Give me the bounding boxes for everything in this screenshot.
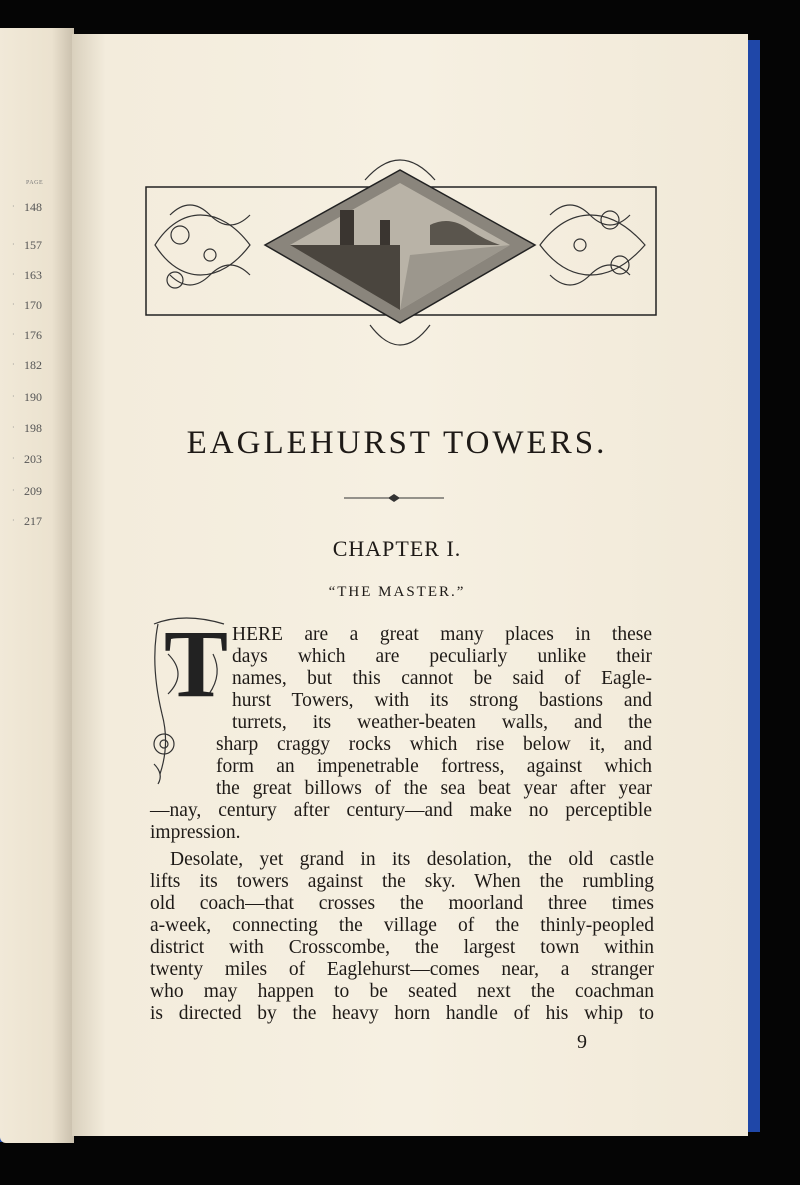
text-line: who may happen to be seated next the coachman: [150, 981, 654, 1002]
book-title: EAGLEHURST TOWERS.: [186, 425, 608, 461]
toc-page-number: 217: [24, 514, 42, 528]
header-engraving-illustration: [140, 145, 662, 357]
toc-page-number: 190: [24, 390, 42, 404]
toc-leader-dot: ·: [12, 392, 15, 401]
text-line: days which are peculiarly unlike their: [232, 646, 652, 667]
toc-page-number: 203: [24, 452, 42, 466]
text-line: district with Crosscombe, the largest town within: [150, 937, 654, 958]
text-line: the great billows of the sea beat year after year: [216, 778, 652, 799]
text-line: old coach—that crosses the moorland three times: [150, 893, 654, 914]
chapter-title: “THE MASTER.”: [328, 584, 466, 600]
text-line: is directed by the heavy horn handle of his whip to: [150, 1003, 654, 1024]
text-line: form an impenetrable fortress, against which: [216, 756, 652, 777]
text-line: impression.: [150, 822, 241, 843]
toc-page-number: 182: [24, 358, 42, 372]
text-line: —nay, century after century—and make no perceptible: [150, 800, 652, 821]
toc-leader-dot: ·: [12, 423, 15, 432]
toc-page-number: 198: [24, 421, 42, 435]
toc-page-number: 157: [24, 238, 42, 252]
toc-leader-dot: ·: [12, 202, 15, 211]
toc-leader-dot: ·: [12, 486, 15, 495]
drop-cap-letter: T: [164, 610, 229, 717]
toc-leader-dot: ·: [12, 516, 15, 525]
text-line: sharp craggy rocks which rise below it, and: [216, 734, 652, 755]
text-line: lifts its towers against the sky. When the rumbling: [150, 871, 654, 892]
text-line: Desolate, yet grand in its desolation, the old castle: [170, 849, 654, 870]
toc-leader-dot: ·: [12, 330, 15, 339]
toc-leader-dot: ·: [12, 300, 15, 309]
text-line: HERE are a great many places in these: [232, 624, 652, 645]
text-line: twenty miles of Eaglehurst—comes near, a stranger: [150, 959, 654, 980]
toc-leader-dot: ·: [12, 270, 15, 279]
toc-leader-dot: ·: [12, 240, 15, 249]
toc-page-label: PAGE: [26, 180, 44, 186]
toc-leader-dot: ·: [12, 454, 15, 463]
text-line: a-week, connecting the village of the thinly-peopled: [150, 915, 654, 936]
toc-page-number: 170: [24, 298, 42, 312]
text-line: names, but this cannot be said of Eagle-: [232, 668, 652, 689]
toc-page-number: 209: [24, 484, 42, 498]
toc-leader-dot: ·: [12, 360, 15, 369]
text-line: turrets, its weather-beaten walls, and the: [232, 712, 652, 733]
chapter-heading: CHAPTER I.: [332, 536, 462, 561]
toc-page-number: 176: [24, 328, 42, 342]
ornamental-divider: [344, 492, 444, 504]
text-line: hurst Towers, with its strong bastions and: [232, 690, 652, 711]
toc-page-number: 163: [24, 268, 42, 282]
page-number: 9: [577, 1031, 587, 1053]
toc-page-number: 148: [24, 200, 42, 214]
